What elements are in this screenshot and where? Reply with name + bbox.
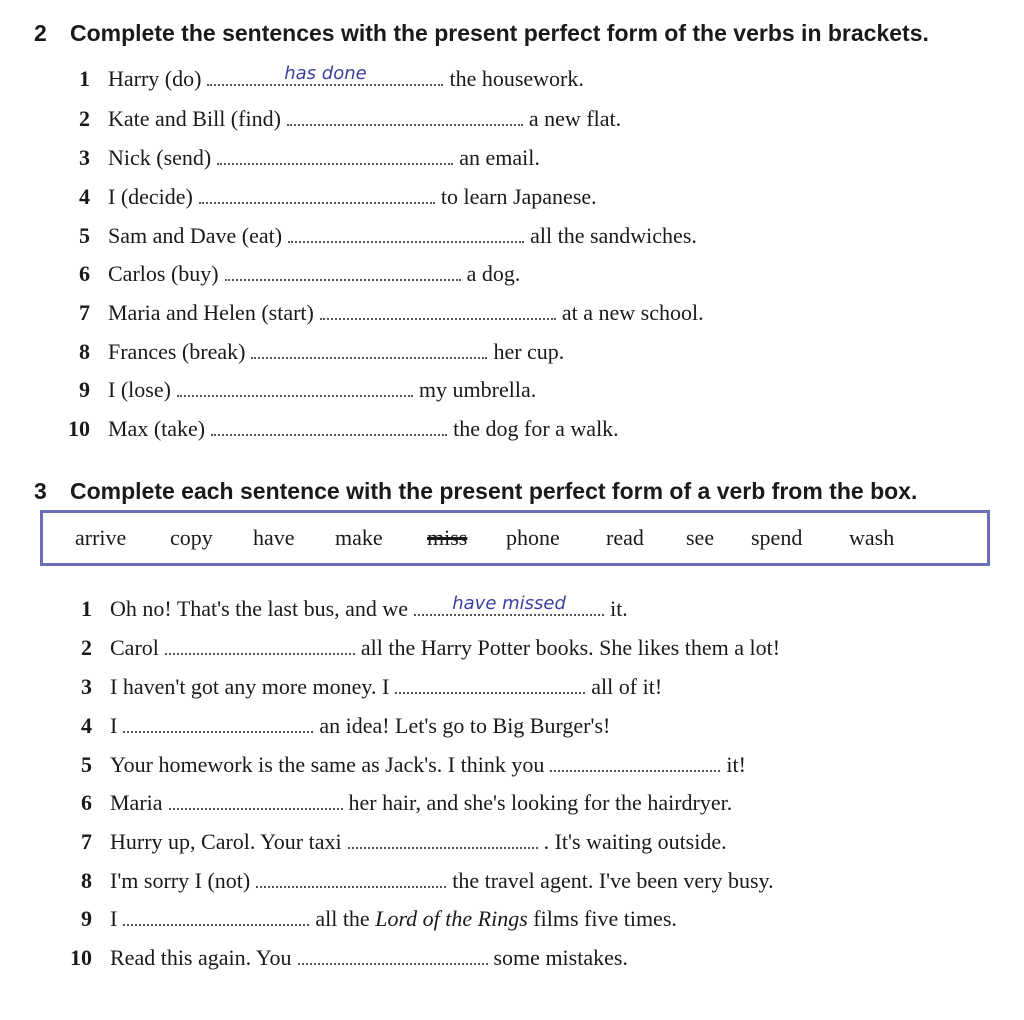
item-ending: all the sandwiches. <box>530 223 697 248</box>
item-ending: the travel agent. I've been very busy. <box>452 868 774 893</box>
answer-blank[interactable] <box>251 349 487 359</box>
item-number: 10 <box>68 416 90 441</box>
item-prompt: Frances (break) <box>108 339 246 364</box>
item-number: 6 <box>81 790 92 815</box>
answer-blank[interactable] <box>287 116 523 126</box>
word-box <box>40 510 990 566</box>
item-ending: an idea! Let's go to Big Burger's! <box>319 713 611 738</box>
item-number: 5 <box>79 223 90 248</box>
item-ending: the dog for a walk. <box>453 416 619 441</box>
answer-blank[interactable] <box>169 800 343 810</box>
item-ending-rest: films five times. <box>533 906 677 931</box>
answer-blank[interactable] <box>217 155 453 165</box>
film-title: Lord of the Rings <box>375 906 528 931</box>
item-ending: it! <box>726 752 746 777</box>
item-number: 1 <box>81 596 92 621</box>
item-number: 2 <box>79 106 90 131</box>
answer-blank[interactable] <box>348 839 538 849</box>
answer-blank[interactable] <box>199 194 435 204</box>
word-miss-crossed-out: miss <box>427 525 468 550</box>
item-ending: all the <box>315 906 370 931</box>
word-phone: phone <box>506 525 560 550</box>
item-number: 9 <box>79 377 90 402</box>
item-number: 7 <box>79 300 90 325</box>
item-prompt: Harry (do) <box>108 66 202 91</box>
item-ending: an email. <box>459 145 540 170</box>
item-prompt: I <box>110 713 118 738</box>
item-prompt: I <box>110 906 118 931</box>
answer-text: has done <box>284 63 367 84</box>
item-prompt: Oh no! That's the last bus, and we <box>110 596 409 621</box>
item-ending: it. <box>610 596 628 621</box>
item-ending: all the Harry Potter books. She likes them a lot! <box>360 635 781 660</box>
answer-blank[interactable] <box>165 645 355 655</box>
item-number: 9 <box>81 906 92 931</box>
item-number: 2 <box>81 635 92 660</box>
answer-blank[interactable] <box>414 593 604 616</box>
exercise-3-instruction: Complete each sentence with the present perfect form of a verb from the box. <box>70 478 918 504</box>
item-prompt: Your homework is the same as Jack's. I think you <box>110 752 545 777</box>
item-number: 4 <box>81 713 92 738</box>
item-prompt: I (decide) <box>108 184 193 209</box>
item-prompt: Nick (send) <box>108 145 212 170</box>
item-number: 10 <box>70 945 92 970</box>
item-prompt: Hurry up, Carol. Your taxi <box>110 829 342 854</box>
answer-blank[interactable] <box>298 955 488 965</box>
answer-blank[interactable] <box>123 916 309 926</box>
answer-blank[interactable] <box>256 878 446 888</box>
answer-blank[interactable] <box>211 426 447 436</box>
item-prompt: Max (take) <box>108 416 206 441</box>
word-copy: copy <box>170 525 213 550</box>
answer-text: have missed <box>452 593 566 614</box>
answer-blank[interactable] <box>123 723 313 733</box>
answer-blank[interactable] <box>207 63 443 86</box>
word-read: read <box>606 525 644 550</box>
item-ending: a new flat. <box>528 106 622 131</box>
item-ending: some mistakes. <box>493 945 628 970</box>
answer-blank[interactable] <box>320 310 556 320</box>
word-wash: wash <box>849 525 895 550</box>
item-number: 8 <box>79 339 90 364</box>
item-prompt: Maria and Helen (start) <box>108 300 314 325</box>
item-prompt: I'm sorry I (not) <box>110 868 251 893</box>
item-ending: her hair, and she's looking for the hairdryer. <box>348 790 733 815</box>
item-prompt: Carlos (buy) <box>108 261 219 286</box>
item-prompt: Maria <box>110 790 163 815</box>
answer-blank[interactable] <box>288 233 524 243</box>
item-number: 3 <box>81 674 92 699</box>
item-number: 4 <box>79 184 90 209</box>
item-ending: her cup. <box>493 339 565 364</box>
item-number: 3 <box>79 145 90 170</box>
item-ending: to learn Japanese. <box>440 184 597 209</box>
answer-blank[interactable] <box>550 762 720 772</box>
item-number: 8 <box>81 868 92 893</box>
answer-blank[interactable] <box>177 387 413 397</box>
answer-blank[interactable] <box>395 684 585 694</box>
word-make: make <box>335 525 383 550</box>
item-number: 7 <box>81 829 92 854</box>
item-ending: all of it! <box>591 674 663 699</box>
exercise-3-number: 3 <box>34 478 47 504</box>
item-number: 6 <box>79 261 90 286</box>
item-ending: a dog. <box>466 261 521 286</box>
word-see: see <box>686 525 715 550</box>
item-prompt: I haven't got any more money. I <box>110 674 390 699</box>
word-spend: spend <box>751 525 803 550</box>
item-ending: . It's waiting outside. <box>543 829 727 854</box>
item-number: 5 <box>81 752 92 777</box>
answer-blank[interactable] <box>225 271 461 281</box>
item-ending: my umbrella. <box>418 377 537 402</box>
word-have: have <box>253 525 295 550</box>
item-prompt: Kate and Bill (find) <box>108 106 281 131</box>
exercise-2-heading <box>34 20 929 47</box>
item-ending: the housework. <box>449 66 584 91</box>
item-prompt: Carol <box>110 635 159 660</box>
item-prompt: I (lose) <box>108 377 171 402</box>
word-arrive: arrive <box>75 525 127 550</box>
item-prompt: Read this again. You <box>110 945 292 970</box>
exercise-2-number: 2 <box>34 20 47 46</box>
exercise-2-instruction: Complete the sentences with the present perfect form of the verbs in brackets. <box>70 20 929 46</box>
item-number: 1 <box>79 66 90 91</box>
item-ending: at a new school. <box>561 300 704 325</box>
exercise-3-heading <box>34 478 917 505</box>
item-prompt: Sam and Dave (eat) <box>108 223 283 248</box>
